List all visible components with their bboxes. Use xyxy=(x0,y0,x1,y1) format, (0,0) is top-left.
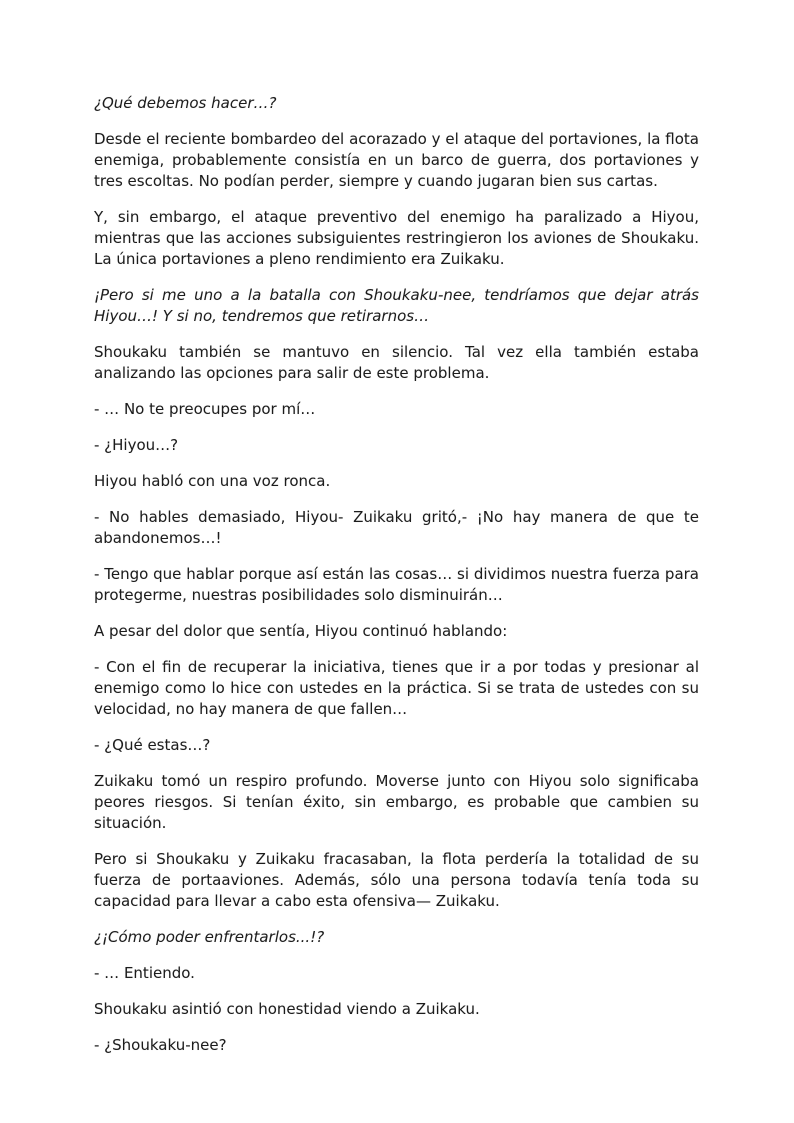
paragraph-11: A pesar del dolor que sentía, Hiyou continuó hablando: xyxy=(94,622,508,640)
paragraph-5: Shoukaku también se mantuvo en silencio. Tal vez ella también estaba analizando las opciones para salir de este problema. xyxy=(94,343,699,382)
paragraph-10: - Tengo que hablar porque así están las cosas… si dividimos nuestra fuerza para protegerme, nuestras posibilidades solo disminuirán… xyxy=(94,565,699,604)
paragraph-15: Pero si Shoukaku y Zuikaku fracasaban, la flota perdería la totalidad de su fuerza de portaaviones. Además, sólo una persona todavía tenía toda su capacidad para llevar a cabo esta ofensiva— Zuikaku. xyxy=(94,850,699,910)
paragraph-7: - ¿Hiyou…? xyxy=(94,436,179,454)
paragraph-17: - … Entiendo. xyxy=(94,964,195,982)
paragraph-14: Zuikaku tomó un respiro profundo. Moverse junto con Hiyou solo significaba peores riesgos. Si tenían éxito, sin embargo, es probable que cambien su situación. xyxy=(94,772,699,832)
paragraph-3: Y, sin embargo, el ataque preventivo del enemigo ha paralizado a Hiyou, mientras que las acciones subsiguientes restringieron los aviones de Shoukaku. La única portaviones a pleno rendimiento era Zuikaku. xyxy=(94,208,699,268)
paragraph-12: - Con el fin de recuperar la iniciativa, tienes que ir a por todas y presionar al enemigo como lo hice con ustedes en la práctica. Si se trata de ustedes con su velocidad, no hay manera de que fallen… xyxy=(94,658,699,718)
paragraph-8: Hiyou habló con una voz ronca. xyxy=(94,472,331,490)
paragraph-13: - ¿Qué estas…? xyxy=(94,736,211,754)
paragraph-9: - No hables demasiado, Hiyou- Zuikaku gritó,- ¡No hay manera de que te abandonemos…! xyxy=(94,508,699,547)
paragraph-6: - … No te preocupes por mí… xyxy=(94,400,316,418)
paragraph-18: Shoukaku asintió con honestidad viendo a Zuikaku. xyxy=(94,1000,480,1018)
paragraph-16: ¿¡Cómo poder enfrentarlos...!? xyxy=(94,928,325,946)
paragraph-19: - ¿Shoukaku-nee? xyxy=(94,1036,227,1054)
paragraph-4: ¡Pero si me uno a la batalla con Shoukaku-nee, tendríamos que dejar atrás Hiyou…! Y si no, tendremos que retirarnos… xyxy=(94,286,699,325)
paragraph-1: ¿Qué debemos hacer…? xyxy=(94,94,277,112)
paragraph-2: Desde el reciente bombardeo del acorazado y el ataque del portaviones, la flota enemiga, probablemente consistía en un barco de guerra, dos portaviones y tres escoltas. No podían perder, siempre y cuando jugaran bien sus cartas. xyxy=(94,130,699,190)
